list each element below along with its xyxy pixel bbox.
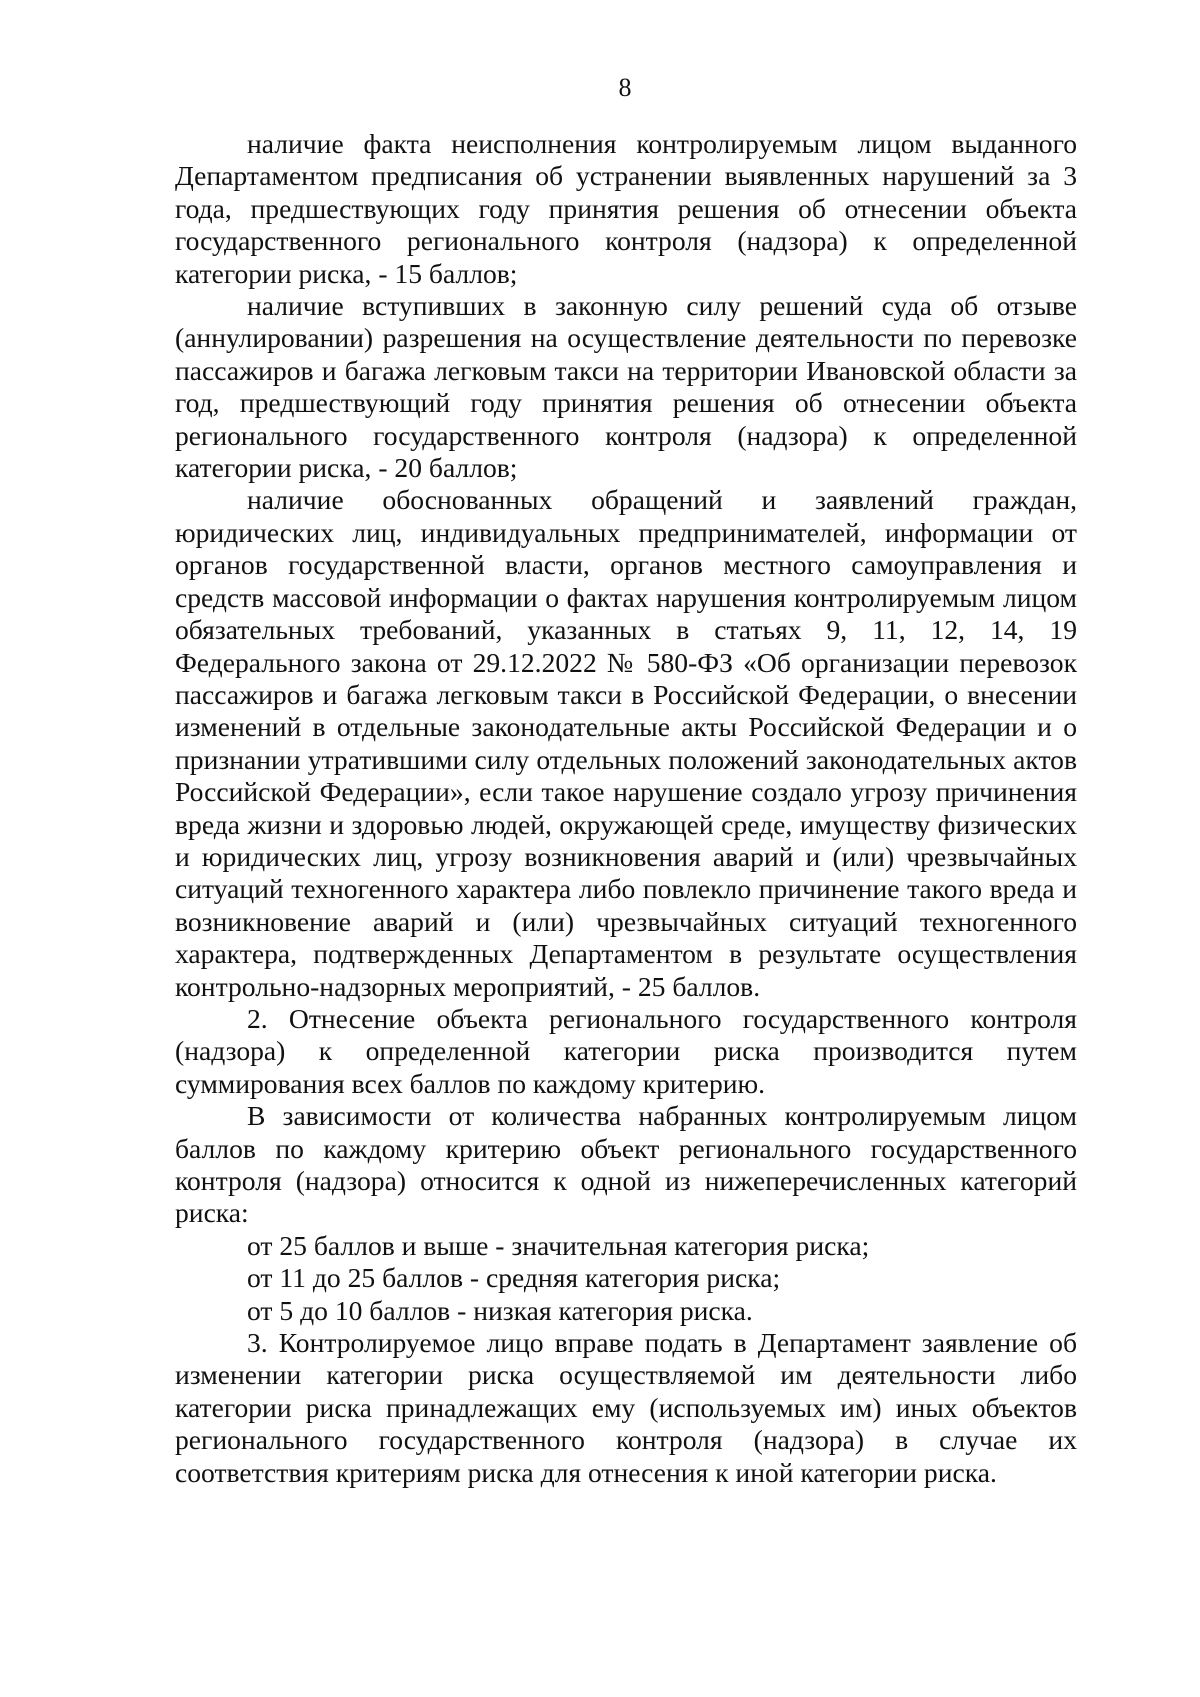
paragraph-criterion-court-decisions: наличие вступивших в законную силу решений суда об отзыве (аннулировании) разрешения на осуществление деятельности по перевозке пассажиров и багажа легковым такси на территории Ивановской области за год, предшествующий году принятия решения об отнесении объекта регионального государственного контроля (надзора) к определенной категории риска, - 20 баллов; xyxy=(175,290,1077,484)
list-item-significant-risk: от 25 баллов и выше - значительная категория риска; xyxy=(247,1229,870,1261)
paragraph-section-3: 3. Контролируемое лицо вправе подать в Департамент заявление об изменении категории риска осуществляемой им деятельности либо категории риска принадлежащих ему (используемых им) иных объектов регионального государственного контроля (надзора) в случае их соответствия критериям риска для отнесения к иной категории риска. xyxy=(175,1327,1077,1488)
paragraph-score-categories-intro: В зависимости от количества набранных контролируемым лицом баллов по каждому критерию объект регионального государственного контроля (надзора) относится к одной из нижеперечисленных категорий риска: xyxy=(175,1100,1077,1229)
list-item-medium-risk: от 11 до 25 баллов - средняя категория риска; xyxy=(247,1262,781,1294)
paragraph-criterion-citizen-appeals: наличие обоснованных обращений и заявлений граждан, юридических лиц, индивидуальных предпринимателей, информации от органов государственной власти, органов местного самоуправления и средств массовой информации о фактах нарушения контролируемым лицом обязательных требований, указанных в статьях 9, 11, 12, 14, 19 Федерального закона от 29.12.2022 № 580-ФЗ «Об организации перевозок пассажиров и багажа легковым такси в Российской Федерации, о внесении изменений в отдельные законодательные акты Российской Федерации и о признании утратившими силу отдельных положений законодательных актов Российской Федерации», если такое нарушение создало угрозу причинения вреда жизни и здоровью людей, окружающей среде, имуществу физических и юридических лиц, угрозу возникновения аварий и (или) чрезвычайных ситуаций техногенного характера либо повлекло причинение такого вреда и возникновение аварий и (или) чрезвычайных ситуаций техногенного характера, подтвержденных Департаментом в результате осуществления контрольно-надзорных мероприятий, - 25 баллов. xyxy=(175,484,1077,1002)
document-body xyxy=(175,128,1077,1489)
page-number: 8 xyxy=(618,73,632,102)
list-item-low-risk: от 5 до 10 баллов - низкая категория риска. xyxy=(247,1294,753,1326)
paragraph-section-2: 2. Отнесение объекта регионального государственного контроля (надзора) к определенной категории риска производится путем суммирования всех баллов по каждому критерию. xyxy=(175,1002,1077,1099)
paragraph-criterion-unfulfilled-order: наличие факта неисполнения контролируемым лицом выданного Департаментом предписания об устранении выявленных нарушений за 3 года, предшествующих году принятия решения об отнесении объекта государственного регионального контроля (надзора) к определенной категории риска, - 15 баллов; xyxy=(175,128,1077,289)
